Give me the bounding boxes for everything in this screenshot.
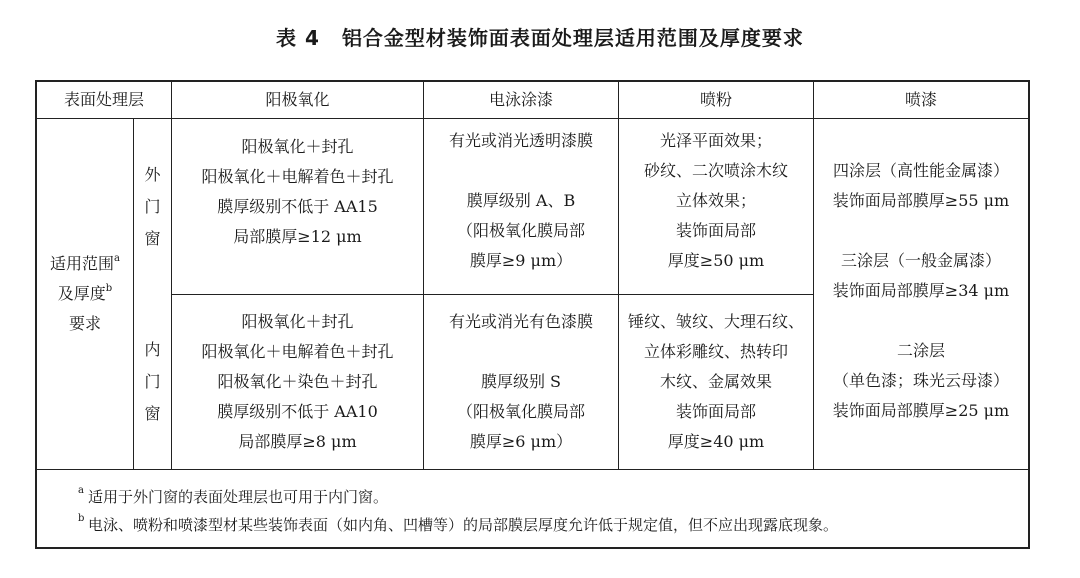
table-number: 表 4 <box>276 26 320 50</box>
notes-divider <box>37 469 1028 470</box>
paint-three-coat: 三涂层（一般金属漆） <box>840 251 1001 270</box>
interior-powder: 锤纹、皱纹、大理石纹、 立体彩雕纹、热转印 木纹、金属效果 装饰面局部 厚度≥40 μm <box>627 312 804 451</box>
row-divider <box>171 294 813 295</box>
exterior-label: 外 门 窗 <box>144 164 161 248</box>
paint-four-coat: 四涂层（高性能金属漆） <box>832 161 1009 180</box>
footnote-b: b 电泳、喷粉和喷漆型材某些装饰表面（如内角、凹槽等）的局部膜层厚度允许低于规定值，但不应出现露底现象。 <box>78 513 839 534</box>
header-divider <box>37 118 1028 119</box>
header-anodic: 阳极氧化 <box>265 90 330 109</box>
header-electrophoretic: 电泳涂漆 <box>488 90 553 109</box>
footnote-a: a 适用于外门窗的表面处理层也可用于内门窗。 <box>78 485 389 506</box>
table-footnotes <box>78 483 839 539</box>
row-group-label: 适用范围$^a$ 及厚度$^b$ 要求 <box>50 252 120 333</box>
footnote-mark-a: a <box>114 252 120 264</box>
exterior-powder: 光泽平面效果； 砂纹、二次喷涂木纹 立体效果； 装饰面局部 厚度≥50 μm <box>643 131 788 270</box>
coating-table <box>35 80 1030 549</box>
header-paint: 喷漆 <box>904 90 937 109</box>
interior-electrophoretic: 有光或消光有色漆膜 膜厚级别 S （阳极氧化膜局部 膜厚≥6 μm） <box>448 312 593 451</box>
paint-requirements: 四涂层（高性能金属漆） 装饰面局部膜厚≥55 μm 三涂层（一般金属漆） 装饰面局部膜厚≥34 μm 二涂层 （单色漆；珠光云母漆） 装饰面局部膜厚≥25 μm <box>814 156 1028 469</box>
interior-anodic: 阳极氧化＋封孔 阳极氧化＋电解着色＋封孔 阳极氧化＋染色＋封孔 膜厚级别不低于 AA10 局部膜厚≥8 μm <box>201 312 394 451</box>
header-row-label: 表面处理层 <box>63 90 144 109</box>
paint-two-coat: 二涂层 <box>896 341 945 360</box>
exterior-electrophoretic: 有光或消光透明漆膜 膜厚级别 A、B （阳极氧化膜局部 膜厚≥9 μm） <box>448 131 593 270</box>
footnote-mark-b: b <box>105 282 113 294</box>
interior-label: 内 门 窗 <box>144 340 161 423</box>
table-caption: 铝合金型材装饰面表面处理层适用范围及厚度要求 <box>341 26 804 50</box>
table-title <box>0 22 1080 51</box>
exterior-anodic: 阳极氧化＋封孔 阳极氧化＋电解着色＋封孔 膜厚级别不低于 AA15 局部膜厚≥12 μm <box>201 137 394 246</box>
header-powder: 喷粉 <box>699 90 732 109</box>
